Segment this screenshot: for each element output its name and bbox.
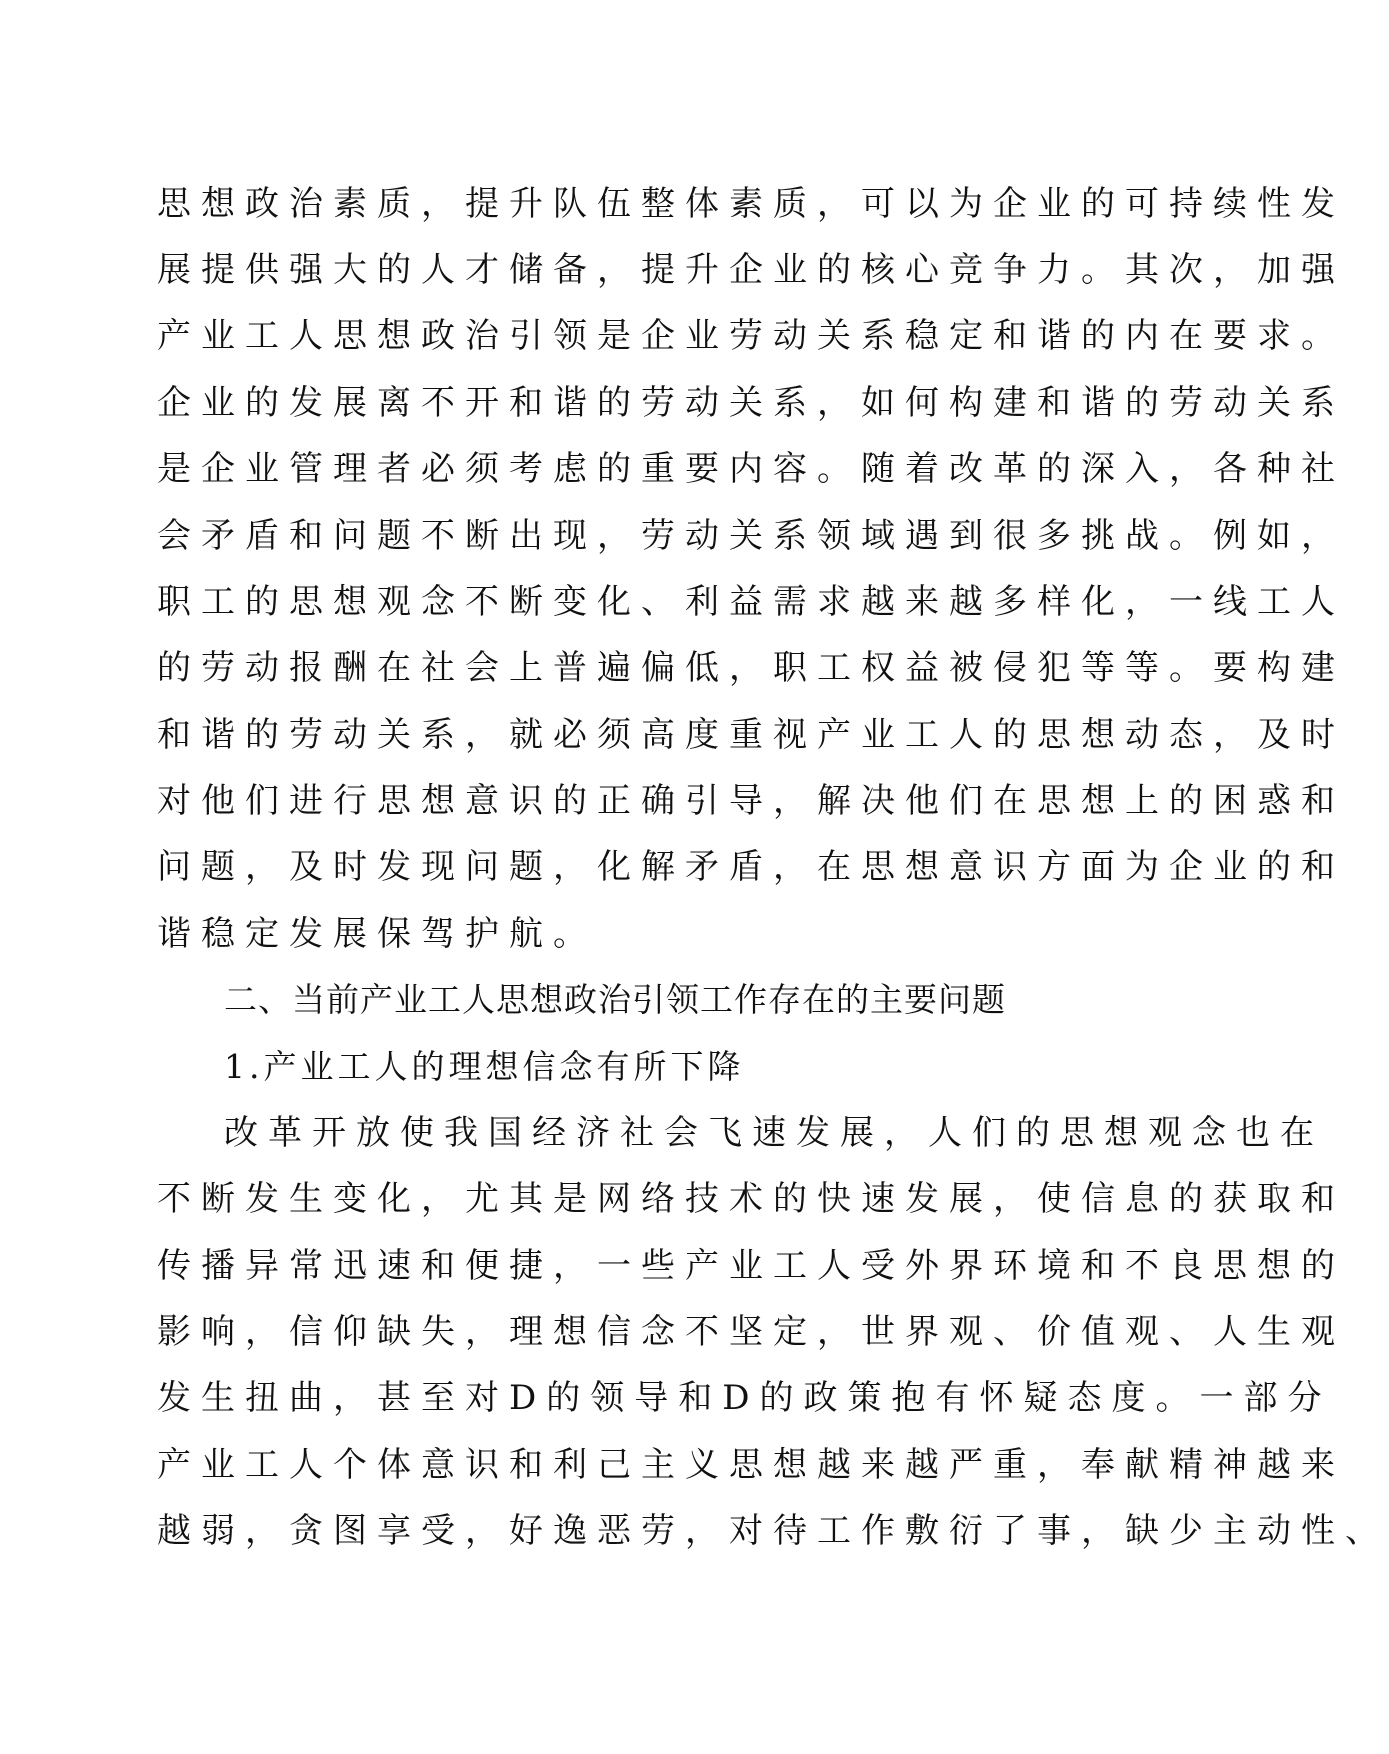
paragraph-line: 不断发生变化，尤其是网络技术的快速发展，使信息的获取和 <box>157 1179 1345 1219</box>
paragraph-line: 思想政治素质，提升队伍整体素质，可以为企业的可持续性发 <box>157 184 1345 224</box>
paragraph-line: 传播异常迅速和便捷，一些产业工人受外界环境和不良思想的 <box>157 1246 1345 1286</box>
paragraph-line: 产业工人思想政治引领是企业劳动关系稳定和谐的内在要求。 <box>157 316 1345 356</box>
paragraph-line: 发生扭曲，甚至对D的领导和D的政策抱有怀疑态度。一部分 <box>157 1378 1332 1418</box>
paragraph-line: 产业工人个体意识和利己主义思想越来越严重，奉献精神越来 <box>157 1445 1345 1485</box>
paragraph-line: 谐稳定发展保驾护航。 <box>157 914 597 954</box>
paragraph-line: 会矛盾和问题不断出现，劳动关系领域遇到很多挑战。例如， <box>157 516 1345 556</box>
section-heading: 二、当前产业工人思想政治引领工作存在的主要问题 <box>224 980 1006 1019</box>
paragraph-line: 对他们进行思想意识的正确引导，解决他们在思想上的困惑和 <box>157 781 1345 821</box>
paragraph-line: 和谐的劳动关系，就必须高度重视产业工人的思想动态，及时 <box>157 715 1345 755</box>
paragraph-line: 影响，信仰缺失，理想信念不坚定，世界观、价值观、人生观 <box>157 1312 1345 1352</box>
paragraph-line: 越弱，贪图享受，好逸恶劳，对待工作敷衍了事，缺少主动性、 <box>157 1511 1389 1551</box>
paragraph-line: 问题，及时发现问题，化解矛盾，在思想意识方面为企业的和 <box>157 847 1345 887</box>
paragraph-line: 改革开放使我国经济社会飞速发展，人们的思想观念也在 <box>224 1113 1324 1153</box>
paragraph-line: 展提供强大的人才储备，提升企业的核心竞争力。其次，加强 <box>157 250 1345 290</box>
paragraph-line: 的劳动报酬在社会上普遍偏低，职工权益被侵犯等等。要构建 <box>157 648 1345 688</box>
subsection-heading: 1.产业工人的理想信念有所下降 <box>224 1047 745 1086</box>
paragraph-line: 是企业管理者必须考虑的重要内容。随着改革的深入，各种社 <box>157 449 1345 489</box>
paragraph-line: 企业的发展离不开和谐的劳动关系，如何构建和谐的劳动关系 <box>157 383 1345 423</box>
paragraph-line: 职工的思想观念不断变化、利益需求越来越多样化，一线工人 <box>157 582 1345 622</box>
